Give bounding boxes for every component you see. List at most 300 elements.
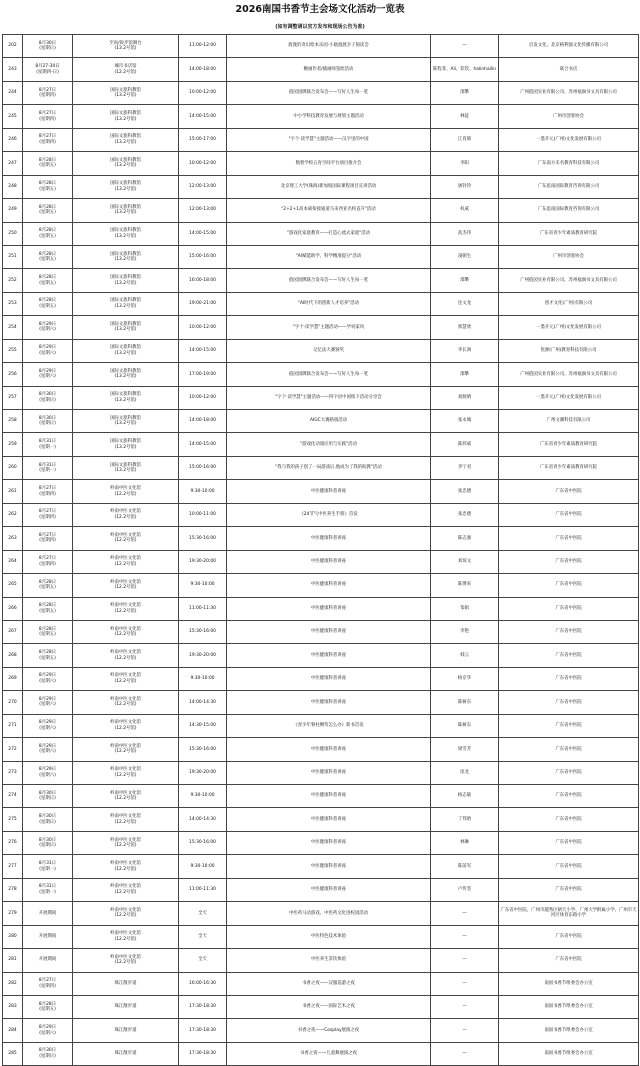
cell-venue: 岭南中医文化馆 (12.2号馆) bbox=[73, 644, 179, 667]
cell-date: 8月29日 (星期六) bbox=[23, 714, 73, 737]
cell-organizer: 广东省中医院、广州市越秀区朝天小学、广州大学附属小学、广州市天河区体育东路小学 bbox=[499, 902, 639, 925]
cell-venue: 城市书店馆 (12.2号馆) bbox=[73, 58, 179, 81]
cell-guest: 郭慧欣 bbox=[431, 316, 499, 339]
cell-time: 9:30-10:00 bbox=[179, 480, 227, 503]
cell-activity-name: 书香之夜——汉服巡游之夜 bbox=[227, 972, 431, 995]
cell-number: 277 bbox=[3, 855, 23, 878]
cell-organizer: 广州值园实业有限公司、苏州福旗书文具有限公司 bbox=[499, 269, 639, 292]
cell-venue: 岭南中医文化馆 (12.2号馆) bbox=[73, 691, 179, 714]
cell-time: 17:30-18:30 bbox=[179, 995, 227, 1018]
cell-time: 10:00-12:00 bbox=[179, 386, 227, 409]
table-row bbox=[3, 35, 639, 58]
cell-venue: 珠江散步道 bbox=[73, 1042, 179, 1065]
cell-guest: 江育锦 bbox=[431, 128, 499, 151]
table-row bbox=[3, 105, 639, 128]
cell-date: 8月28日 (星期五) bbox=[23, 152, 73, 175]
cell-guest: 卢传坚 bbox=[431, 878, 499, 901]
cell-venue: 珠江散步道 bbox=[73, 972, 179, 995]
table-row bbox=[3, 527, 639, 550]
table-row bbox=[3, 503, 639, 526]
cell-number: 274 bbox=[3, 785, 23, 808]
cell-date: 8月27日 (星期四) bbox=[23, 503, 73, 526]
cell-date: 8月28日 (星期五) bbox=[23, 644, 73, 667]
cell-date: 8月28日 (星期五) bbox=[23, 199, 73, 222]
cell-venue: 国际文旅科教馆 (13.2号馆) bbox=[73, 433, 179, 456]
cell-organizer: 广州市创客协会 bbox=[499, 245, 639, 268]
cell-venue: 岭南中医文化馆 (12.2号馆) bbox=[73, 761, 179, 784]
cell-activity-name: "字个·读学慧"主题活动——学说家风 bbox=[227, 316, 431, 339]
table-row bbox=[3, 1042, 639, 1065]
cell-venue: 国际文旅科教馆 (13.2号馆) bbox=[73, 363, 179, 386]
cell-activity-name: "游戏化家庭教育——打造心流式家庭"活动 bbox=[227, 222, 431, 245]
cell-number: 248 bbox=[3, 175, 23, 198]
cell-number: 269 bbox=[3, 667, 23, 690]
cell-guest: 张永城 bbox=[431, 410, 499, 433]
cell-time: 9:30-10:00 bbox=[179, 667, 227, 690]
cell-activity-name: 中医健康科普讲座 bbox=[227, 855, 431, 878]
cell-time: 14:00-14:30 bbox=[179, 808, 227, 831]
table-row bbox=[3, 620, 639, 643]
cell-number: 244 bbox=[3, 81, 23, 104]
table-row bbox=[3, 386, 639, 409]
cell-guest: — bbox=[431, 902, 499, 925]
cell-number: 268 bbox=[3, 644, 23, 667]
cell-date: 8月29日 (星期六) bbox=[23, 761, 73, 784]
cell-activity-name: 中医健康科普讲座 bbox=[227, 550, 431, 573]
cell-activity-name: 数智学校五育空间平台项目推介会 bbox=[227, 152, 431, 175]
cell-guest: 庞龙 bbox=[431, 761, 499, 784]
cell-venue: 国际文旅科教馆 (13.2号馆) bbox=[73, 105, 179, 128]
cell-venue: 岭南中医文化馆 (12.2号馆) bbox=[73, 667, 179, 690]
table-row bbox=[3, 456, 639, 479]
cell-date: 8月27日 (星期四) bbox=[23, 972, 73, 995]
cell-number: 246 bbox=[3, 128, 23, 151]
cell-date: 8月28日 (星期五) bbox=[23, 597, 73, 620]
cell-date: 8月27-30日 (星期四-日) bbox=[23, 58, 73, 81]
cell-number: 272 bbox=[3, 738, 23, 761]
cell-venue: 岭南中医文化馆 (12.2号馆) bbox=[73, 527, 179, 550]
cell-number: 262 bbox=[3, 503, 23, 526]
cell-organizer: 一墨开元(广州)文化发展有限公司 bbox=[499, 316, 639, 339]
cell-venue: 珠江散步道 bbox=[73, 995, 179, 1018]
cell-venue: 岭南中医文化馆 (12.2号馆) bbox=[73, 714, 179, 737]
cell-number: 283 bbox=[3, 995, 23, 1018]
table-row bbox=[3, 58, 639, 81]
table-row bbox=[3, 925, 639, 948]
cell-number: 267 bbox=[3, 620, 23, 643]
cell-time: 17:30-18:30 bbox=[179, 1042, 227, 1065]
cell-date: 8月28日 (星期五) bbox=[23, 995, 73, 1018]
cell-number: 249 bbox=[3, 199, 23, 222]
cell-guest: 张忠德 bbox=[431, 503, 499, 526]
cell-number: 263 bbox=[3, 527, 23, 550]
cell-time: 14:00-15:00 bbox=[179, 339, 227, 362]
cell-date: 8月30日 (星期日) bbox=[23, 785, 73, 808]
cell-venue: 国际文旅科教馆 (13.2号馆) bbox=[73, 456, 179, 479]
cell-organizer: 一墨开元(广州)文化发展有限公司 bbox=[499, 386, 639, 409]
cell-organizer: 广东省中医院 bbox=[499, 620, 639, 643]
cell-guest: 陈树东 bbox=[431, 691, 499, 714]
cell-time: 16:00-18:00 bbox=[179, 269, 227, 292]
table-row bbox=[3, 152, 639, 175]
cell-date: 8月29日 (星期六) bbox=[23, 691, 73, 714]
activity-table bbox=[2, 34, 639, 1066]
cell-number: 255 bbox=[3, 339, 23, 362]
cell-guest: 邵攀 bbox=[431, 269, 499, 292]
cell-guest: 陈炜威 bbox=[431, 433, 499, 456]
cell-time: 14:30-15:00 bbox=[179, 714, 227, 737]
cell-number: 271 bbox=[3, 714, 23, 737]
cell-date: 8月31日 (星期一) bbox=[23, 855, 73, 878]
table-body bbox=[3, 35, 639, 1066]
cell-guest: 陈程菲、Ali、钦钦、halinhailin bbox=[431, 58, 499, 81]
cell-activity-name: 糖画作者/插画师签绘活动 bbox=[227, 58, 431, 81]
cell-number: 251 bbox=[3, 245, 23, 268]
cell-guest: — bbox=[431, 35, 499, 58]
cell-guest: 杨志敏 bbox=[431, 785, 499, 808]
cell-time: 15:00-17:00 bbox=[179, 128, 227, 151]
cell-organizer: 南国书香节组委会办公室 bbox=[499, 1042, 639, 1065]
cell-venue: 岭南中医文化馆 (12.2号馆) bbox=[73, 808, 179, 831]
table-row bbox=[3, 972, 639, 995]
cell-guest: — bbox=[431, 995, 499, 1018]
cell-number: 253 bbox=[3, 292, 23, 315]
cell-venue: 国际文旅科教馆 (13.2号馆) bbox=[73, 386, 179, 409]
cell-date: 8月30日 (星期日) bbox=[23, 410, 73, 433]
cell-number: 270 bbox=[3, 691, 23, 714]
cell-organizer: 创才文化(广州)有限公司 bbox=[499, 292, 639, 315]
cell-activity-name: 中医健康科普讲座 bbox=[227, 808, 431, 831]
cell-number: 260 bbox=[3, 456, 23, 479]
cell-organizer: 广东省中医院 bbox=[499, 925, 639, 948]
cell-activity-name: "AI时代下的创新人才培养"活动 bbox=[227, 292, 431, 315]
cell-guest: — bbox=[431, 1042, 499, 1065]
cell-time: 12:00-13:00 bbox=[179, 199, 227, 222]
cell-activity-name: "2+2+1高本硕衔接通道马来西亚名校直升"活动 bbox=[227, 199, 431, 222]
cell-date: 开展期间 bbox=[23, 925, 73, 948]
cell-date: 8月29日 (星期六) bbox=[23, 1019, 73, 1042]
cell-activity-name: 中医健康科普讲座 bbox=[227, 878, 431, 901]
cell-organizer: 广东省中医院 bbox=[499, 761, 639, 784]
cell-activity-name: 中医特色技术体验 bbox=[227, 925, 431, 948]
cell-activity-name: 《青少年脊柱侧弯怎么办》新书首发 bbox=[227, 714, 431, 737]
cell-activity-name: 书香之夜——国际艺术之夜 bbox=[227, 995, 431, 1018]
cell-guest: 刘源婧 bbox=[431, 386, 499, 409]
cell-date: 8月29日 (星期六) bbox=[23, 316, 73, 339]
cell-guest: 陈志强 bbox=[431, 527, 499, 550]
cell-venue: 国际文旅科教馆 (13.2号馆) bbox=[73, 245, 179, 268]
cell-venue: 岭南中医文化馆 (12.2号馆) bbox=[73, 738, 179, 761]
cell-guest: 李阳 bbox=[431, 152, 499, 175]
cell-activity-name: 中医健康科普讲座 bbox=[227, 785, 431, 808]
cell-organizer: 广东省中医院 bbox=[499, 831, 639, 854]
table-row bbox=[3, 81, 639, 104]
table-row bbox=[3, 550, 639, 573]
cell-guest: 连文龙 bbox=[431, 292, 499, 315]
cell-time: 10:00-12:00 bbox=[179, 316, 227, 339]
cell-organizer: 广东省中医院 bbox=[499, 480, 639, 503]
cell-time: 19:30-20:00 bbox=[179, 550, 227, 573]
cell-number: 252 bbox=[3, 269, 23, 292]
table-row bbox=[3, 667, 639, 690]
cell-organizer: 广东南方未名教育科技有限公司 bbox=[499, 152, 639, 175]
cell-activity-name: 记忆法大赛颁奖 bbox=[227, 339, 431, 362]
cell-guest: 梁雪芳 bbox=[431, 738, 499, 761]
table-row bbox=[3, 878, 639, 901]
cell-date: 8月29日 (星期六) bbox=[23, 738, 73, 761]
cell-time: 14:00-18:00 bbox=[179, 410, 227, 433]
cell-date: 8月31日 (星期一) bbox=[23, 456, 73, 479]
cell-venue: 岭南中医文化馆 (12.2号馆) bbox=[73, 785, 179, 808]
cell-guest: 邵攀 bbox=[431, 363, 499, 386]
cell-guest: 凌朝生 bbox=[431, 245, 499, 268]
table-row bbox=[3, 199, 639, 222]
cell-venue: 国际文旅科教馆 (13.2号馆) bbox=[73, 269, 179, 292]
cell-activity-name: 中医健康科普讲座 bbox=[227, 620, 431, 643]
cell-organizer: 广东思南国际教育咨询有限公司 bbox=[499, 199, 639, 222]
cell-activity-name: 书香之夜——儿童舞展演之夜 bbox=[227, 1042, 431, 1065]
cell-number: 285 bbox=[3, 1042, 23, 1065]
cell-date: 8月27日 (星期四) bbox=[23, 480, 73, 503]
cell-time: 19:00-21:00 bbox=[179, 292, 227, 315]
table-row bbox=[3, 644, 639, 667]
cell-venue: 岭南中医文化馆 (12.2号馆) bbox=[73, 878, 179, 901]
cell-date: 8月29日 (星期六) bbox=[23, 363, 73, 386]
cell-activity-name: 《24节气中医养生手册》首发 bbox=[227, 503, 431, 526]
cell-venue: 国际文旅科教馆 (13.2号馆) bbox=[73, 292, 179, 315]
cell-time: 16:00-16:30 bbox=[179, 972, 227, 995]
cell-venue: 岭南中医文化馆 (12.2号馆) bbox=[73, 503, 179, 526]
cell-venue: 岭南中医文化馆 (12.2号馆) bbox=[73, 574, 179, 597]
cell-number: 282 bbox=[3, 972, 23, 995]
cell-organizer: 广东省中医院 bbox=[499, 738, 639, 761]
cell-organizer: 广东省中医院 bbox=[499, 855, 639, 878]
cell-guest: 邵攀 bbox=[431, 81, 499, 104]
cell-guest: 丁邦晗 bbox=[431, 808, 499, 831]
cell-time: 14:00-15:00 bbox=[179, 433, 227, 456]
cell-date: 8月30日 (星期日) bbox=[23, 35, 73, 58]
cell-number: 266 bbox=[3, 597, 23, 620]
cell-activity-name: 中医健康科普讲座 bbox=[227, 667, 431, 690]
cell-time: 10:00-12:00 bbox=[179, 81, 227, 104]
cell-venue: 岭南中医文化馆 (12.2号馆) bbox=[73, 949, 179, 972]
cell-time: 14:00-18:00 bbox=[179, 58, 227, 81]
cell-organizer: 广州文潮科技有限公司 bbox=[499, 410, 639, 433]
cell-activity-name: 中医健康科普讲座 bbox=[227, 480, 431, 503]
cell-guest: 冼杰伟 bbox=[431, 222, 499, 245]
cell-organizer: 广州值园实业有限公司、苏州福旗书文具有限公司 bbox=[499, 81, 639, 104]
cell-organizer: 广东省中医院 bbox=[499, 597, 639, 620]
cell-organizer: 广东省中医院 bbox=[499, 667, 639, 690]
page-subtitle: (如有调整请以官方发布和现场公告为准) bbox=[275, 24, 365, 30]
cell-number: 281 bbox=[3, 949, 23, 972]
cell-time: 11:00-11:30 bbox=[179, 597, 227, 620]
cell-guest: 权威 bbox=[431, 199, 499, 222]
cell-venue: 岭南中医文化馆 (12.2号馆) bbox=[73, 550, 179, 573]
table-row bbox=[3, 714, 639, 737]
table-row bbox=[3, 339, 639, 362]
cell-time: 15:30-16:00 bbox=[179, 831, 227, 854]
cell-organizer: 广东省中医院 bbox=[499, 785, 639, 808]
cell-activity-name: 渡渡的奇幻绘本乐园·小航渡渡亲子阅读会 bbox=[227, 35, 431, 58]
table-row bbox=[3, 480, 639, 503]
cell-activity-name: 中医健康科普讲座 bbox=[227, 761, 431, 784]
table-row bbox=[3, 902, 639, 925]
cell-venue: 国际文旅科教馆 (13.2号馆) bbox=[73, 222, 179, 245]
cell-time: 全天 bbox=[179, 902, 227, 925]
cell-time: 11:00-11:30 bbox=[179, 878, 227, 901]
page-title: 2026南国书香节主会场文化活动一览表 bbox=[235, 4, 405, 15]
cell-activity-name: 书香之夜——Cosplay展演之夜 bbox=[227, 1019, 431, 1042]
cell-activity-name: 中医健康科普讲座 bbox=[227, 738, 431, 761]
cell-guest: — bbox=[431, 925, 499, 948]
cell-activity-name: 中医健康科普讲座 bbox=[227, 831, 431, 854]
cell-time: 15:30-16:00 bbox=[179, 738, 227, 761]
cell-activity-name: 北京理工大学(珠海)新加坡国际课程项目宣讲活动 bbox=[227, 175, 431, 198]
cell-number: 284 bbox=[3, 1019, 23, 1042]
cell-guest: 韩云 bbox=[431, 644, 499, 667]
table-row bbox=[3, 433, 639, 456]
cell-activity-name: "字个·读学慧"主题活动——汉字里的中国 bbox=[227, 128, 431, 151]
cell-activity-name: 值园园牌联合发布会——写好人生每一笔 bbox=[227, 269, 431, 292]
cell-organizer: 优源(广州)教育科技有限公司 bbox=[499, 339, 639, 362]
cell-date: 8月30日 (星期日) bbox=[23, 808, 73, 831]
cell-date: 8月29日 (星期六) bbox=[23, 667, 73, 690]
cell-venue: 国际文旅科教馆 (13.2号馆) bbox=[73, 152, 179, 175]
cell-number: 258 bbox=[3, 410, 23, 433]
table-row bbox=[3, 128, 639, 151]
cell-time: 11:00-12:00 bbox=[179, 35, 227, 58]
table-row bbox=[3, 316, 639, 339]
cell-organizer: 广州市创客协会 bbox=[499, 105, 639, 128]
cell-time: 17:30-18:30 bbox=[179, 1019, 227, 1042]
cell-guest: — bbox=[431, 972, 499, 995]
cell-organizer: 一墨开元(广州)文化发展有限公司 bbox=[499, 128, 639, 151]
cell-number: 202 bbox=[3, 35, 23, 58]
cell-venue: 岭南中医文化馆 (12.2号馆) bbox=[73, 902, 179, 925]
cell-date: 8月28日 (星期五) bbox=[23, 269, 73, 292]
cell-organizer: 南国书香节组委会办公室 bbox=[499, 1019, 639, 1042]
cell-organizer: 广东省中医院 bbox=[499, 503, 639, 526]
cell-time: 19:30-20:00 bbox=[179, 761, 227, 784]
table-row bbox=[3, 808, 639, 831]
cell-organizer: 启发文化、北京格利演文化传播有限公司 bbox=[499, 35, 639, 58]
cell-guest: 李长洲 bbox=[431, 339, 499, 362]
table-row bbox=[3, 245, 639, 268]
cell-time: 19:30-20:00 bbox=[179, 644, 227, 667]
table-row bbox=[3, 831, 639, 854]
cell-venue: 岭南中医文化馆 (12.2号馆) bbox=[73, 597, 179, 620]
cell-activity-name: "字个·读学慧"主题活动——四字语中国练下活动分享会 bbox=[227, 386, 431, 409]
cell-guest: 刘琼文 bbox=[431, 550, 499, 573]
cell-time: 10:00-11:00 bbox=[179, 503, 227, 526]
cell-date: 8月30日 (星期日) bbox=[23, 386, 73, 409]
cell-organizer: 广东省青少年素质教育研究院 bbox=[499, 456, 639, 479]
cell-date: 8月27日 (星期四) bbox=[23, 81, 73, 104]
cell-date: 8月28日 (星期五) bbox=[23, 175, 73, 198]
cell-number: 280 bbox=[3, 925, 23, 948]
cell-number: 278 bbox=[3, 878, 23, 901]
cell-venue: 国际文旅科教馆 (13.2号馆) bbox=[73, 128, 179, 151]
cell-organizer: 广东省中医院 bbox=[499, 878, 639, 901]
cell-number: 264 bbox=[3, 550, 23, 573]
cell-organizer: 广东省青少年素质教育研究院 bbox=[499, 222, 639, 245]
cell-venue: 岭南中医文化馆 (12.2号馆) bbox=[73, 620, 179, 643]
cell-venue: 国际文旅科教馆 (13.2号馆) bbox=[73, 316, 179, 339]
cell-guest: 屠铃铃 bbox=[431, 175, 499, 198]
cell-activity-name: 中医健康科普讲座 bbox=[227, 574, 431, 597]
cell-guest: 陈前军 bbox=[431, 855, 499, 878]
table-row bbox=[3, 785, 639, 808]
cell-organizer: 广东思南国际教育咨询有限公司 bbox=[499, 175, 639, 198]
cell-date: 8月27日 (星期四) bbox=[23, 105, 73, 128]
table-row bbox=[3, 574, 639, 597]
cell-time: 全天 bbox=[179, 949, 227, 972]
cell-activity-name: 中小学科技教育发展与规划主题活动 bbox=[227, 105, 431, 128]
cell-number: 279 bbox=[3, 902, 23, 925]
cell-time: 9:30-10:00 bbox=[179, 855, 227, 878]
cell-date: 8月31日 (星期一) bbox=[23, 878, 73, 901]
cell-venue: 珠江散步道 bbox=[73, 1019, 179, 1042]
cell-time: 10:00-12:00 bbox=[179, 152, 227, 175]
cell-organizer: 广东省中医院 bbox=[499, 691, 639, 714]
cell-time: 14:00-15:00 bbox=[179, 222, 227, 245]
cell-number: 261 bbox=[3, 480, 23, 503]
cell-time: 17:00-19:00 bbox=[179, 363, 227, 386]
cell-date: 8月27日 (星期四) bbox=[23, 550, 73, 573]
table-row bbox=[3, 761, 639, 784]
cell-activity-name: 值园园牌联合发布会——写好人生每一笔 bbox=[227, 363, 431, 386]
cell-date: 8月28日 (星期五) bbox=[23, 292, 73, 315]
cell-organizer: 联合书店 bbox=[499, 58, 639, 81]
cell-activity-name: "游戏化动漫应用与实践"活动 bbox=[227, 433, 431, 456]
table-row bbox=[3, 949, 639, 972]
cell-time: 14:00-15:00 bbox=[179, 105, 227, 128]
cell-guest: 林徒 bbox=[431, 105, 499, 128]
cell-date: 8月27日 (星期四) bbox=[23, 128, 73, 151]
cell-time: 9:30-10:00 bbox=[179, 574, 227, 597]
cell-guest: 张忠德 bbox=[431, 480, 499, 503]
cell-activity-name: "AI赋能助学、科学精准提分"活动 bbox=[227, 245, 431, 268]
table-row bbox=[3, 1019, 639, 1042]
cell-organizer: 广东省青少年素质教育研究院 bbox=[499, 433, 639, 456]
cell-organizer: 南国书香节组委会办公室 bbox=[499, 972, 639, 995]
cell-organizer: 广东省中医院 bbox=[499, 644, 639, 667]
cell-number: 259 bbox=[3, 433, 23, 456]
cell-activity-name: 中医药马动游戏、中医药文化进校园活动 bbox=[227, 902, 431, 925]
cell-date: 8月31日 (星期一) bbox=[23, 433, 73, 456]
cell-time: 12:00-13:00 bbox=[179, 175, 227, 198]
cell-number: 254 bbox=[3, 316, 23, 339]
cell-time: 14:00-14:30 bbox=[179, 691, 227, 714]
cell-date: 开展期间 bbox=[23, 949, 73, 972]
cell-venue: 岭南中医文化馆 (12.2号馆) bbox=[73, 925, 179, 948]
cell-number: 275 bbox=[3, 808, 23, 831]
cell-guest: — bbox=[431, 949, 499, 972]
cell-date: 8月28日 (星期五) bbox=[23, 574, 73, 597]
cell-number: 276 bbox=[3, 831, 23, 854]
cell-date: 8月28日 (星期五) bbox=[23, 620, 73, 643]
cell-number: 243 bbox=[3, 58, 23, 81]
cell-activity-name: 中医健康科普讲座 bbox=[227, 597, 431, 620]
table-row bbox=[3, 597, 639, 620]
cell-time: 15:00-16:00 bbox=[179, 245, 227, 268]
cell-venue: 国际文旅科教馆 (13.2号馆) bbox=[73, 199, 179, 222]
cell-number: 265 bbox=[3, 574, 23, 597]
table-row bbox=[3, 363, 639, 386]
cell-activity-name: 中医养生茶饮体验 bbox=[227, 949, 431, 972]
cell-venue: 国际文旅科教馆 (13.2号馆) bbox=[73, 410, 179, 433]
